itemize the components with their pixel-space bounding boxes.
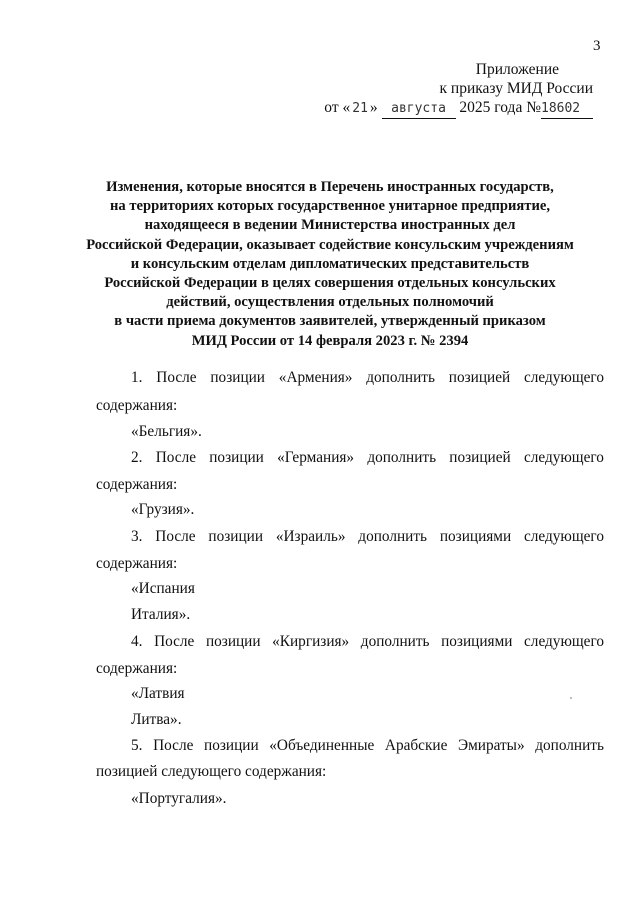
item-number: 1. (131, 369, 143, 386)
item-1-first-line (131, 369, 604, 387)
item-word: дополнить (360, 633, 430, 650)
item-4-continuation: содержания: (96, 660, 178, 677)
item-word: Эмираты» (457, 737, 525, 754)
title-line: Российской Федерации в целях совершения отдельных консульских (104, 275, 556, 292)
item-word: позиции (210, 369, 265, 386)
item-word: следующего (523, 449, 604, 466)
appendix-header (293, 60, 593, 119)
date-prefix: от « (324, 99, 351, 116)
item-2-continuation: содержания: (96, 476, 178, 493)
item-word: дополнить (535, 737, 604, 754)
title-line: и консульским отделам дипломатических представительств (130, 255, 530, 272)
item-word: следующего (523, 369, 604, 386)
item-word: следующего (523, 528, 604, 545)
item-3-entry: «Испания (131, 580, 195, 597)
item-3-continuation: содержания: (96, 555, 178, 572)
item-word: После (155, 528, 196, 545)
item-number: 4. (131, 633, 143, 650)
page-number: 3 (593, 38, 601, 54)
item-word: После (153, 737, 194, 754)
title-line: Изменения, которые вносятся в Перечень иностранных государств, (106, 179, 554, 195)
title-line: находящееся в ведении Министерства иностранных дел (144, 217, 516, 234)
item-word: дополнить (367, 449, 437, 466)
item-word: дополнить (366, 369, 435, 386)
appendix-date-line (293, 98, 593, 119)
title-line: МИД России от 14 февраля 2023 г. № 2394 (191, 332, 469, 349)
item-1-continuation: содержания: (96, 397, 178, 414)
item-word: После (156, 369, 197, 386)
item-word: позиции (205, 633, 261, 650)
item-number: 3. (131, 528, 143, 545)
item-word: позициями (441, 633, 513, 650)
scan-artifact (570, 697, 572, 699)
item-word: позициями (439, 528, 512, 545)
title-line: на территориях которых государственное унитарное предприятие, (109, 198, 551, 215)
item-word: После (155, 449, 197, 466)
appendix-label: Приложение (475, 61, 559, 78)
item-number: 2. (131, 449, 143, 466)
item-3-first-line (131, 528, 604, 546)
item-word: «Киргизия» (272, 633, 350, 650)
order-number: 18602 (541, 99, 593, 119)
item-5-continuation: позицией следующего содержания: (96, 763, 327, 780)
item-2-first-line (131, 449, 604, 467)
item-5-first-line (131, 737, 604, 755)
item-number: 5. (131, 737, 143, 754)
item-word: Арабские (384, 737, 448, 754)
item-word: После (154, 633, 195, 650)
item-word: «Армения» (278, 369, 353, 386)
item-2-entry: «Грузия». (131, 501, 195, 518)
appendix-order-ref: к приказу МИД России (439, 80, 593, 97)
title-line: действий, осуществления отдельных полномочий (166, 294, 494, 311)
item-word: «Объединенные (269, 737, 375, 754)
item-3-entry: Италия». (131, 606, 191, 623)
document-title (60, 178, 600, 351)
item-4-entry: Литва». (131, 711, 182, 728)
title-line: в части приема документов заявителей, утвержденный приказом (114, 313, 546, 330)
item-word: позиции (208, 528, 264, 545)
item-word: «Германия» (277, 449, 355, 466)
title-line: Российской Федерации, оказывает содействие консульским учреждениям (86, 236, 574, 253)
item-word: позиции (204, 737, 259, 754)
item-word: позицией (448, 369, 511, 386)
item-4-first-line (131, 633, 604, 651)
item-4-entry: «Латвия (131, 685, 185, 702)
item-5-entry: «Португалия». (131, 790, 227, 807)
item-word: следующего (524, 633, 604, 650)
item-word: позицией (449, 449, 511, 466)
date-year: 2025 года № (459, 99, 541, 116)
date-day-close: » (369, 99, 378, 116)
item-word: позиции (209, 449, 264, 466)
item-word: «Израиль» (275, 528, 346, 545)
date-day: 21 (352, 101, 368, 116)
item-word: дополнить (358, 528, 428, 545)
item-1-entry: «Бельгия». (131, 423, 202, 440)
date-month: августа (382, 99, 456, 119)
